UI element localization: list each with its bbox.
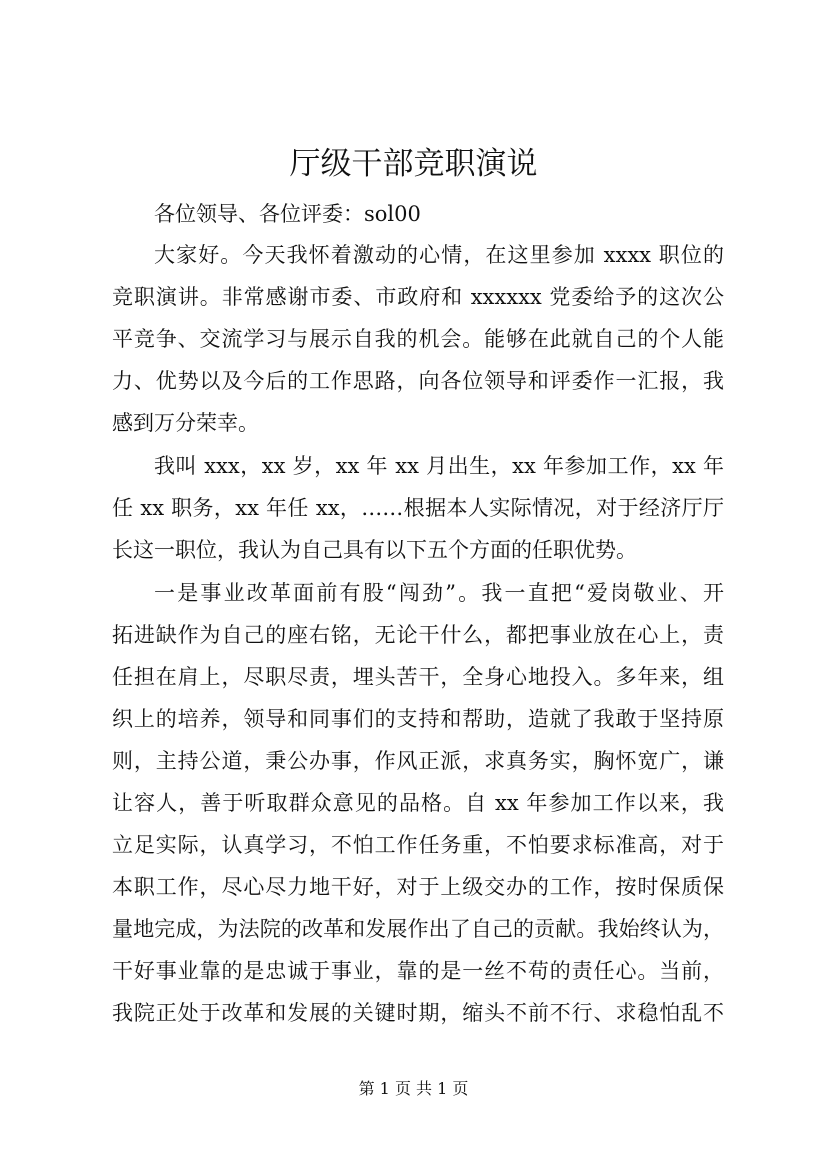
body-line: 我叫 xxx，xx 岁，xx 年 xx 月出生，xx 年参加工作，xx 年 <box>154 454 724 478</box>
body-line: 立足实际，认真学习，不怕工作任务重，不怕要求标准高，对于 <box>112 833 724 857</box>
body-line: 一是事业改革面前有股“闯劲”。我一直把“爱岗敬业、开 <box>154 581 724 605</box>
body-line: 平竞争、交流学习与展示自我的机会。能够在此就自己的个人能 <box>112 327 724 351</box>
body-line: 本职工作，尽心尽力地干好，对于上级交办的工作，按时保质保 <box>112 875 724 899</box>
body-line: 感到万分荣幸。 <box>112 411 259 435</box>
body-line: 长这一职位，我认为自己具有以下五个方面的任职优势。 <box>112 538 637 562</box>
page-number-footer: 第 1 页 共 1 页 <box>358 1079 469 1098</box>
body-line: 任 xx 职务，xx 年任 xx，……根据本人实际情况，对于经济厅厅 <box>112 496 724 520</box>
body-line: 干好事业靠的是忠诚于事业，靠的是一丝不苟的责任心。当前， <box>112 959 724 983</box>
document-title: 厅级干部竞职演说 <box>289 146 538 182</box>
body-line: 任担在肩上，尽职尽责，埋头苦干，全身心地投入。多年来，组 <box>112 665 724 689</box>
body-line: 则，主持公道，秉公办事，作风正派，求真务实，胸怀宽广，谦 <box>112 749 724 773</box>
body-line: 竞职演讲。非常感谢市委、市政府和 xxxxxx 党委给予的这次公 <box>112 285 724 309</box>
body-line: 量地完成，为法院的改革和发展作出了自己的贡献。我始终认为， <box>112 917 724 941</box>
body-line: 拓进缺作为自己的座右铭，无论干什么，都把事业放在心上，责 <box>112 623 724 647</box>
body-line: 织上的培养，领导和同事们的支持和帮助，造就了我敢于坚持原 <box>112 707 724 731</box>
body-line: 大家好。今天我怀着激动的心情，在这里参加 xxxx 职位的 <box>154 243 724 267</box>
body-line: 让容人，善于听取群众意见的品格。自 xx 年参加工作以来，我 <box>112 791 724 815</box>
body-line: 力、优势以及今后的工作思路，向各位领导和评委作一汇报，我 <box>112 369 724 393</box>
body-line: 我院正处于改革和发展的关键时期，缩头不前不行、求稳怕乱不 <box>112 1001 724 1025</box>
salutation-line: 各位领导、各位评委：sol00 <box>154 202 421 226</box>
